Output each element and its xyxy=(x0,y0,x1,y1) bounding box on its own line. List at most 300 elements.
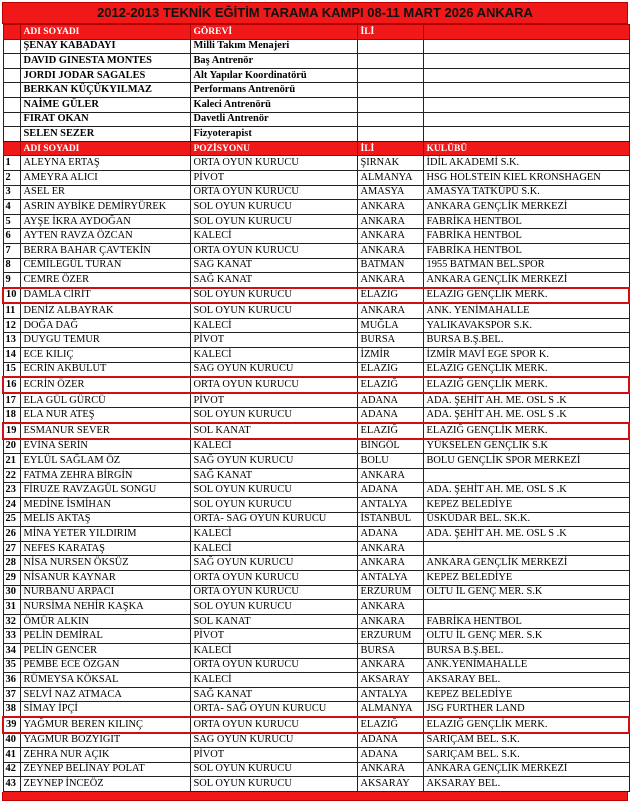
player-num: 35 xyxy=(3,658,20,673)
player-row xyxy=(3,468,629,483)
player-name: MEDİNE İSMİHAN xyxy=(20,498,190,513)
player-city: ANKARA xyxy=(357,600,423,615)
player-position: SAĞ KANAT xyxy=(190,687,357,702)
player-city: İZMİR xyxy=(357,348,423,363)
player-name: SELVİ NAZ ATMACA xyxy=(20,687,190,702)
staff-num xyxy=(3,97,20,112)
player-city: ALMANYA xyxy=(357,702,423,717)
player-num: 38 xyxy=(3,702,20,717)
player-num: 15 xyxy=(3,362,20,377)
player-city: ANKARA xyxy=(357,658,423,673)
player-name: ZEYNEP BELİNAY POLAT xyxy=(20,762,190,777)
player-name: ESMANUR SEVER xyxy=(20,423,190,439)
player-city: ŞIRNAK xyxy=(357,156,423,171)
player-num: 24 xyxy=(3,498,20,513)
player-row xyxy=(3,288,629,304)
player-club: FABRİKA HENTBOL xyxy=(423,214,629,229)
player-club: KEPEZ BELEDİYE xyxy=(423,498,629,513)
player-num: 3 xyxy=(3,185,20,200)
player-position: SOL OYUN KURUCU xyxy=(190,288,357,304)
player-num: 39 xyxy=(3,717,20,733)
player-city: MUĞLA xyxy=(357,318,423,333)
player-club: BOLU GENÇLİK SPOR MERKEZİ xyxy=(423,454,629,469)
player-row xyxy=(3,614,629,629)
player-num: 30 xyxy=(3,585,20,600)
player-row xyxy=(3,498,629,513)
player-club: ELAZIĞ GENÇLİK MERK. xyxy=(423,362,629,377)
player-club: ADA. ŞEHİT AH. ME. OSL S .K xyxy=(423,393,629,408)
staff-club xyxy=(423,127,629,142)
staff-header-row xyxy=(3,25,629,40)
player-row xyxy=(3,483,629,498)
player-num: 13 xyxy=(3,333,20,348)
player-num: 12 xyxy=(3,318,20,333)
player-club: FABRİKA HENTBOL xyxy=(423,614,629,629)
player-row xyxy=(3,541,629,556)
player-name: FİRUZE RAVZAGÜL SONGU xyxy=(20,483,190,498)
player-num: 10 xyxy=(3,288,20,304)
player-row xyxy=(3,423,629,439)
player-city: ANTALYA xyxy=(357,687,423,702)
player-club: ELAZIĞ GENÇLİK MERK. xyxy=(423,423,629,439)
player-row xyxy=(3,717,629,733)
player-name: BERRA BAHAR ÇAVTEKİN xyxy=(20,243,190,258)
player-num: 27 xyxy=(3,541,20,556)
player-position: SOL OYUN KURUCU xyxy=(190,200,357,215)
player-row xyxy=(3,170,629,185)
player-city: ANKARA xyxy=(357,273,423,288)
player-num: 23 xyxy=(3,483,20,498)
player-name: ELA NUR ATEŞ xyxy=(20,408,190,423)
player-name: SİMAY İPÇİ xyxy=(20,702,190,717)
player-num: 18 xyxy=(3,408,20,423)
player-city: ANKARA xyxy=(357,243,423,258)
staff-club xyxy=(423,83,629,98)
player-name: CEMİLEGÜL TURAN xyxy=(20,258,190,273)
staff-row xyxy=(3,97,629,112)
player-name: NEFES KARATAŞ xyxy=(20,541,190,556)
player-position: ORTA OYUN KURUCU xyxy=(190,243,357,258)
player-city: AKSARAY xyxy=(357,673,423,688)
player-num: 6 xyxy=(3,229,20,244)
staff-club xyxy=(423,54,629,69)
player-num: 26 xyxy=(3,527,20,542)
player-club: JSG FURTHER LAND xyxy=(423,702,629,717)
player-club: İDİL AKADEMİ S.K. xyxy=(423,156,629,171)
player-row xyxy=(3,512,629,527)
player-position: SOL OYUN KURUCU xyxy=(190,762,357,777)
player-position: ORTA OYUN KURUCU xyxy=(190,185,357,200)
staff-header-name: ADI SOYADI xyxy=(20,25,190,40)
staff-club xyxy=(423,112,629,127)
player-row xyxy=(3,643,629,658)
staff-num xyxy=(3,39,20,54)
player-club: OLTU İL GENÇ MER. S.K xyxy=(423,629,629,644)
staff-city xyxy=(357,97,423,112)
player-club: BURSA B.Ş.BEL. xyxy=(423,333,629,348)
player-row xyxy=(3,273,629,288)
player-club: ADA. ŞEHİT AH. ME. OSL S .K xyxy=(423,527,629,542)
player-position: SOL OYUN KURUCU xyxy=(190,214,357,229)
player-num: 9 xyxy=(3,273,20,288)
player-position: SAĞ KANAT xyxy=(190,273,357,288)
player-row xyxy=(3,585,629,600)
player-city: ANKARA xyxy=(357,556,423,571)
player-position: PİVOT xyxy=(190,629,357,644)
player-row xyxy=(3,393,629,408)
players-header-position: POZİSYONU xyxy=(190,141,357,156)
player-name: DOĞA DAĞ xyxy=(20,318,190,333)
player-name: ASRIN AYBİKE DEMİRYÜREK xyxy=(20,200,190,215)
player-name: MİNA YETER YILDIRIM xyxy=(20,527,190,542)
player-num: 21 xyxy=(3,454,20,469)
player-position: SAĞ KANAT xyxy=(190,258,357,273)
player-name: AYTEN RAVZA ÖZCAN xyxy=(20,229,190,244)
player-club: ANK.YENİMAHALLE xyxy=(423,658,629,673)
player-name: YAGMUR BOZYIGIT xyxy=(20,733,190,748)
player-position: SAĞ KANAT xyxy=(190,468,357,483)
staff-row xyxy=(3,83,629,98)
staff-num xyxy=(3,127,20,142)
player-name: ECRİN ÖZER xyxy=(20,377,190,393)
player-num: 14 xyxy=(3,348,20,363)
player-club: ELAZIĞ GENÇLİK MERK. xyxy=(423,377,629,393)
player-name: PEMBE ECE ÖZGAN xyxy=(20,658,190,673)
player-num: 20 xyxy=(3,439,20,454)
player-position: SAĞ OYUN KURUCU xyxy=(190,556,357,571)
player-name: NURSİMA NEHİR KAŞKA xyxy=(20,600,190,615)
player-city: ADANA xyxy=(357,483,423,498)
player-position: PİVOT xyxy=(190,393,357,408)
staff-name: NAİME GÜLER xyxy=(20,97,190,112)
players-header-row xyxy=(3,141,629,156)
player-row xyxy=(3,200,629,215)
player-club: ANKARA GENÇLİK MERKEZİ xyxy=(423,556,629,571)
player-position: ORTA OYUN KURUCU xyxy=(190,585,357,600)
player-row xyxy=(3,762,629,777)
player-club: OLTU İL GENÇ MER. S.K xyxy=(423,585,629,600)
player-num: 42 xyxy=(3,762,20,777)
player-name: PELİN DEMİRAL xyxy=(20,629,190,644)
player-club: ADA. ŞEHİT AH. ME. OSL S .K xyxy=(423,408,629,423)
player-row xyxy=(3,673,629,688)
staff-num xyxy=(3,54,20,69)
player-name: ASEL ER xyxy=(20,185,190,200)
player-row xyxy=(3,556,629,571)
player-name: EVİNA SERİN xyxy=(20,439,190,454)
player-city: ANKARA xyxy=(357,229,423,244)
player-num: 5 xyxy=(3,214,20,229)
player-position: ORTA OYUN KURUCU xyxy=(190,156,357,171)
player-city: ANTALYA xyxy=(357,570,423,585)
player-name: ÖMÜR ALKIN xyxy=(20,614,190,629)
staff-city xyxy=(357,112,423,127)
player-num: 37 xyxy=(3,687,20,702)
player-city: ELAZIĞ xyxy=(357,717,423,733)
player-club: SARIÇAM BEL. S.K. xyxy=(423,748,629,763)
staff-name: JORDI JODAR SAGALES xyxy=(20,68,190,83)
staff-row xyxy=(3,112,629,127)
staff-row xyxy=(3,39,629,54)
player-position: SOL OYUN KURUCU xyxy=(190,777,357,792)
player-position: SOL OYUN KURUCU xyxy=(190,303,357,318)
player-club xyxy=(423,468,629,483)
roster-sheet xyxy=(2,2,628,801)
player-row xyxy=(3,570,629,585)
player-position: SAĞ OYUN KURUCU xyxy=(190,454,357,469)
player-club xyxy=(423,600,629,615)
player-club: ANK. YENİMAHALLE xyxy=(423,303,629,318)
staff-city xyxy=(357,54,423,69)
player-num: 34 xyxy=(3,643,20,658)
staff-name: DAVID GINESTA MONTES xyxy=(20,54,190,69)
player-name: ECE KILIÇ xyxy=(20,348,190,363)
player-name: ALEYNA ERTAŞ xyxy=(20,156,190,171)
player-row xyxy=(3,454,629,469)
player-num: 17 xyxy=(3,393,20,408)
player-city: BİNGÖL xyxy=(357,439,423,454)
player-row xyxy=(3,702,629,717)
player-num: 7 xyxy=(3,243,20,258)
staff-row xyxy=(3,68,629,83)
player-row xyxy=(3,600,629,615)
player-num: 32 xyxy=(3,614,20,629)
staff-num xyxy=(3,68,20,83)
player-club: 1955 BATMAN BEL.SPOR xyxy=(423,258,629,273)
player-name: FATMA ZEHRA BİRGİN xyxy=(20,468,190,483)
player-num: 36 xyxy=(3,673,20,688)
player-position: KALECİ xyxy=(190,541,357,556)
staff-name: SELEN SEZER xyxy=(20,127,190,142)
player-city: ELAZIĞ xyxy=(357,288,423,304)
player-city: BURSA xyxy=(357,333,423,348)
staff-name: FIRAT OKAN xyxy=(20,112,190,127)
player-city: ANKARA xyxy=(357,303,423,318)
player-row xyxy=(3,229,629,244)
player-name: YAĞMUR BEREN KILINÇ xyxy=(20,717,190,733)
player-club: ANKARA GENÇLİK MERKEZİ xyxy=(423,200,629,215)
player-num: 8 xyxy=(3,258,20,273)
player-position: KALECİ xyxy=(190,318,357,333)
player-club: YÜKSELEN GENÇLİK S.K xyxy=(423,439,629,454)
staff-club xyxy=(423,97,629,112)
player-num: 31 xyxy=(3,600,20,615)
staff-city xyxy=(357,127,423,142)
staff-name: BERKAN KÜÇÜKYILMAZ xyxy=(20,83,190,98)
staff-city xyxy=(357,39,423,54)
player-row xyxy=(3,439,629,454)
player-position: ORTA OYUN KURUCU xyxy=(190,570,357,585)
players-header-city: İLİ xyxy=(357,141,423,156)
roster-table-body xyxy=(3,25,629,792)
player-row xyxy=(3,777,629,792)
player-num: 19 xyxy=(3,423,20,439)
player-city: BATMAN xyxy=(357,258,423,273)
player-position: ORTA OYUN KURUCU xyxy=(190,717,357,733)
player-row xyxy=(3,687,629,702)
player-num: 40 xyxy=(3,733,20,748)
player-club: İZMİR MAVİ EGE SPOR K. xyxy=(423,348,629,363)
player-name: RÜMEYSA KÖKSAL xyxy=(20,673,190,688)
player-row xyxy=(3,333,629,348)
player-position: KALECİ xyxy=(190,348,357,363)
player-position: KALECİ xyxy=(190,643,357,658)
player-position: SAĞ OYUN KURUCU xyxy=(190,362,357,377)
player-club: HSG HOLSTEIN KIEL KRONSHAGEN xyxy=(423,170,629,185)
staff-role: Alt Yapılar Koordinatörü xyxy=(190,68,357,83)
player-position: SOL KANAT xyxy=(190,614,357,629)
player-city: ADANA xyxy=(357,748,423,763)
staff-role: Kaleci Antrenörü xyxy=(190,97,357,112)
staff-num xyxy=(3,83,20,98)
staff-num xyxy=(3,112,20,127)
player-club: AMASYA TATKÜPÜ S.K. xyxy=(423,185,629,200)
players-header-club: KULÜBÜ xyxy=(423,141,629,156)
player-num: 25 xyxy=(3,512,20,527)
player-city: ADANA xyxy=(357,733,423,748)
player-club: KEPEZ BELEDİYE xyxy=(423,570,629,585)
player-row xyxy=(3,629,629,644)
players-header-num xyxy=(3,141,20,156)
roster-table xyxy=(2,24,630,792)
player-club: AKSARAY BEL. xyxy=(423,777,629,792)
player-num: 43 xyxy=(3,777,20,792)
player-name: ZEYNEP İNCEÖZ xyxy=(20,777,190,792)
player-club: ÜSKÜDAR BEL. SK.K. xyxy=(423,512,629,527)
staff-name: ŞENAY KABADAYI xyxy=(20,39,190,54)
player-city: ANKARA xyxy=(357,214,423,229)
player-city: ELAZIĞ xyxy=(357,362,423,377)
staff-club xyxy=(423,68,629,83)
player-position: KALECİ xyxy=(190,229,357,244)
player-num: 16 xyxy=(3,377,20,393)
player-position: ORTA OYUN KURUCU xyxy=(190,377,357,393)
player-position: SOL OYUN KURUCU xyxy=(190,600,357,615)
player-num: 4 xyxy=(3,200,20,215)
document-title: 2012-2013 TEKNİK EĞİTİM TARAMA KAMPI 08-11 MART 2026 ANKARA xyxy=(2,2,628,24)
staff-row xyxy=(3,127,629,142)
player-name: ZEHRA NUR AÇIK xyxy=(20,748,190,763)
player-name: AMEYRA ALICI xyxy=(20,170,190,185)
player-position: KALECİ xyxy=(190,673,357,688)
player-city: ELAZIĞ xyxy=(357,377,423,393)
player-city: ADANA xyxy=(357,408,423,423)
player-num: 22 xyxy=(3,468,20,483)
player-position: PİVOT xyxy=(190,748,357,763)
staff-header-city: İLİ xyxy=(357,25,423,40)
player-num: 28 xyxy=(3,556,20,571)
player-name: PELİN GENCER xyxy=(20,643,190,658)
staff-role: Milli Takım Menajeri xyxy=(190,39,357,54)
player-row xyxy=(3,733,629,748)
player-num: 33 xyxy=(3,629,20,644)
player-club: ANKARA GENÇLİK MERKEZİ xyxy=(423,273,629,288)
player-num: 29 xyxy=(3,570,20,585)
staff-city xyxy=(357,83,423,98)
player-city: ADANA xyxy=(357,527,423,542)
player-club: ANKARA GENÇLİK MERKEZİ xyxy=(423,762,629,777)
player-position: KALECİ xyxy=(190,527,357,542)
staff-role: Davetli Antrenör xyxy=(190,112,357,127)
player-city: ADANA xyxy=(357,393,423,408)
player-city: ELAZIĞ xyxy=(357,423,423,439)
player-row xyxy=(3,243,629,258)
player-name: NURBANU ARPACI xyxy=(20,585,190,600)
player-position: SAĞ OYUN KURUCU xyxy=(190,733,357,748)
player-name: EYLÜL SAĞLAM ÖZ xyxy=(20,454,190,469)
player-position: ORTA OYUN KURUCU xyxy=(190,658,357,673)
staff-city xyxy=(357,68,423,83)
player-name: NİSANUR KAYNAR xyxy=(20,570,190,585)
player-row xyxy=(3,214,629,229)
player-city: ANKARA xyxy=(357,762,423,777)
player-row xyxy=(3,318,629,333)
player-row xyxy=(3,408,629,423)
player-club: ELAZIĞ GENÇLİK MERK. xyxy=(423,288,629,304)
player-row xyxy=(3,156,629,171)
player-city: İSTANBUL xyxy=(357,512,423,527)
player-name: AYŞE İKRA AYDOĞAN xyxy=(20,214,190,229)
player-position: SOL OYUN KURUCU xyxy=(190,408,357,423)
staff-header-num xyxy=(3,25,20,40)
player-club: KEPEZ BELEDİYE xyxy=(423,687,629,702)
player-city: ALMANYA xyxy=(357,170,423,185)
player-row xyxy=(3,658,629,673)
player-name: ECRİN AKBULUT xyxy=(20,362,190,377)
player-position: PİVOT xyxy=(190,170,357,185)
player-position: SOL OYUN KURUCU xyxy=(190,483,357,498)
player-position: SOL KANAT xyxy=(190,423,357,439)
player-club: SARIÇAM BEL. S.K. xyxy=(423,733,629,748)
player-row xyxy=(3,748,629,763)
player-city: ANKARA xyxy=(357,614,423,629)
player-num: 11 xyxy=(3,303,20,318)
player-city: ANKARA xyxy=(357,468,423,483)
player-position: KALECİ xyxy=(190,439,357,454)
player-city: ANTALYA xyxy=(357,498,423,513)
player-num: 2 xyxy=(3,170,20,185)
player-city: AKSARAY xyxy=(357,777,423,792)
player-row xyxy=(3,185,629,200)
staff-role: Performans Antrenörü xyxy=(190,83,357,98)
player-num: 1 xyxy=(3,156,20,171)
player-name: CEMRE ÖZER xyxy=(20,273,190,288)
player-club: YALIKAVAKSPOR S.K. xyxy=(423,318,629,333)
player-position: SOL OYUN KURUCU xyxy=(190,498,357,513)
staff-role: Fizyoterapist xyxy=(190,127,357,142)
staff-header-club xyxy=(423,25,629,40)
player-city: BURSA xyxy=(357,643,423,658)
player-row xyxy=(3,377,629,393)
player-city: ERZURUM xyxy=(357,629,423,644)
staff-row xyxy=(3,54,629,69)
player-city: AMASYA xyxy=(357,185,423,200)
player-name: MELİS AKTAŞ xyxy=(20,512,190,527)
player-row xyxy=(3,527,629,542)
players-header-name: ADI SOYADI xyxy=(20,141,190,156)
player-name: NİSA NURSEN ÖKSÜZ xyxy=(20,556,190,571)
player-row xyxy=(3,362,629,377)
player-club: AKSARAY BEL. xyxy=(423,673,629,688)
player-name: ELA GÜL GÜRCÜ xyxy=(20,393,190,408)
player-club: FABRİKA HENTBOL xyxy=(423,229,629,244)
player-position: PİVOT xyxy=(190,333,357,348)
player-club xyxy=(423,541,629,556)
staff-role: Baş Antrenör xyxy=(190,54,357,69)
player-num: 41 xyxy=(3,748,20,763)
player-position: ORTA- SAĞ OYUN KURUCU xyxy=(190,512,357,527)
player-club: ADA. ŞEHİT AH. ME. OSL S .K xyxy=(423,483,629,498)
